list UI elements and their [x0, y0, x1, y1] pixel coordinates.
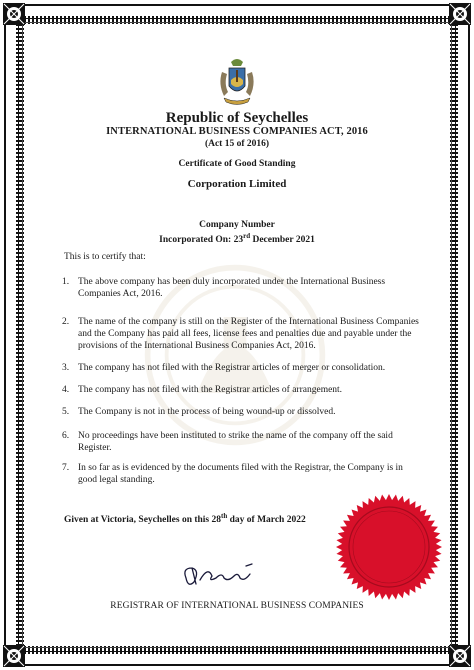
clause-item: 2. The name of the company is still on the Register of the International Business Companies and the Company has paid all fees, license fees and penalties due and payable under the provisions of the International Business Companies Act, 2016.	[62, 317, 419, 351]
country-title: Republic of Seychelles	[165, 110, 309, 126]
clause-item: 7. In so far as is evidenced by the documents filed with the Registrar, the Company is in good legal standing.	[62, 463, 403, 485]
clause-item: 6. No proceedings have been instituted to strike the name of the company off the said Register.	[62, 431, 393, 453]
coat-of-arms-icon	[214, 56, 260, 110]
company-number-label: Company Number	[199, 220, 275, 230]
incorporation-date: Incorporated On: 23rd December 2021	[159, 232, 315, 246]
corner-ornament-icon	[2, 628, 42, 668]
clause-item: 5. The Company is not in the process of being wound-up or dissolved.	[62, 407, 336, 417]
company-name: Corporation Limited	[187, 178, 287, 190]
clause-item: 4. The company has not filed with the Registrar articles of arrangement.	[62, 385, 343, 395]
corner-ornament-icon	[2, 2, 42, 42]
corner-ornament-icon	[432, 628, 472, 668]
signature-icon	[178, 560, 278, 590]
clause-item: 1. The above company has been duly incorporated under the International Business Companies Act, 2016.	[62, 277, 386, 299]
corner-ornament-icon	[432, 2, 472, 42]
issue-date: Given at Victoria, Seychelles on this 28th day of March 2022	[64, 512, 306, 526]
clause-item: 3. The company has not filed with the Registrar articles of merger or consolidation.	[62, 363, 386, 373]
certify-intro: This is to certify that:	[64, 252, 146, 262]
red-wax-seal-icon	[334, 492, 444, 602]
registrar-title: REGISTRAR OF INTERNATIONAL BUSINESS COMPANIES	[110, 601, 364, 611]
act-title: INTERNATIONAL BUSINESS COMPANIES ACT, 2016	[106, 126, 368, 137]
act-number: (Act 15 of 2016)	[204, 139, 270, 149]
certificate-title: Certificate of Good Standing	[178, 159, 296, 169]
